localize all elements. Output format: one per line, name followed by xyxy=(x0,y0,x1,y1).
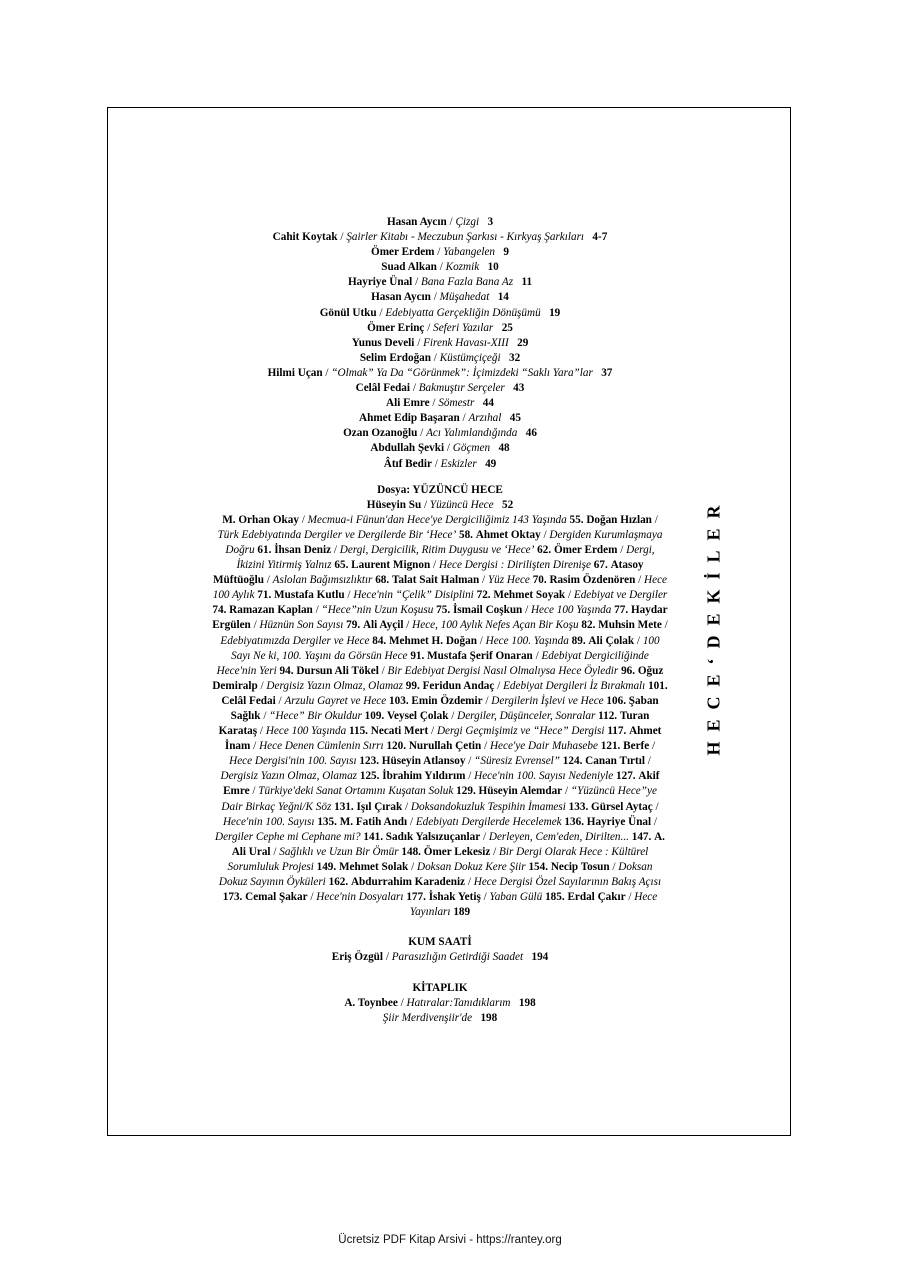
contents-list xyxy=(212,215,668,472)
entry-title: Yabangelen xyxy=(443,246,495,259)
entry-page: 45 xyxy=(509,412,521,425)
entry-page: 49 xyxy=(485,457,497,470)
dosya-entry: Necati Mert / Dergi Geçmişimiz ve “Hece” Dergisi 117. xyxy=(370,725,627,738)
entry-page: 103. xyxy=(389,694,409,707)
dosya-entry: Laurent Mignon / Hece Dergisi : Dirilişten Direnişe 67. xyxy=(351,559,608,572)
entry-author: Feridun Andaç xyxy=(422,679,495,692)
entry-title: Edebiyat Dergileri İz Bırakmalı xyxy=(503,679,646,692)
entry-author: Mehmet Solak xyxy=(338,860,409,873)
entry-page: 94. xyxy=(279,664,294,677)
entry-author: Mehmet H. Doğan xyxy=(389,634,477,647)
entry-page: 3 xyxy=(487,216,494,228)
entry-page: 70. xyxy=(532,574,547,587)
entry-title: Kozmik xyxy=(445,261,480,274)
dosya-entry: Işıl Çırak / Doksandokuzluk Tespihin İmamesi 133. xyxy=(356,800,589,813)
dosya-entry: İsmail Coşkun / Hece 100 Yaşında 77. xyxy=(452,604,629,617)
entry-title: Dergi, İkizini Yitirmiş Yalnız xyxy=(236,543,655,572)
entry-page: 162. xyxy=(328,876,349,889)
dosya-entry: Hüseyin Atlansoy / “Süresiz Evrensel” 124. xyxy=(381,755,583,768)
dosya-entry: Şaban Sağlık / “Hece” Bir Okuldur 109. xyxy=(230,694,659,722)
entry-title: Göçmen xyxy=(452,442,491,455)
entry-page: 131. xyxy=(334,800,354,813)
entry-author: Abdurrahim Karadeniz xyxy=(350,876,466,889)
entry-title: Bir Dergi Olarak Hece : Kültürel Sorumluluk Projesi xyxy=(227,845,649,873)
entry-title: Yaban Gülü xyxy=(489,891,543,904)
dosya-entry: Feridun Andaç / Edebiyat Dergileri İz Bırakmalı 101. xyxy=(422,679,668,692)
dosya-entry: Mehmet H. Doğan / Hece 100. Yaşında 89. xyxy=(389,634,586,647)
dosya-entry: İbrahim Yıldırım / Hece'nin 100. Sayısı Nedeniyle 127. xyxy=(382,770,636,783)
entry-title: “Süresiz Evrensel” xyxy=(474,755,560,768)
entry-page: 67. xyxy=(593,559,608,572)
entry-title: Bana Fazla Bana Az xyxy=(420,276,514,289)
entry-page: 37 xyxy=(601,366,613,379)
entry-title: Türkiye'deki Sanat Ortamını Kuşatan Soluk xyxy=(258,785,454,798)
entry-page: 4-7 xyxy=(592,231,608,244)
entry-title: Çizgi xyxy=(455,216,480,228)
toc-entry: Yunus Develi / Firenk Havası-XIII 29 xyxy=(351,336,529,349)
entry-page: 129. xyxy=(456,785,476,798)
entry-page: 71. xyxy=(257,589,272,602)
entry-author: Eriş Özgül xyxy=(331,951,384,964)
dosya-entry: Nurullah Çetin / Hece'ye Dair Muhasebe 121. xyxy=(408,740,621,753)
entry-title: Bir Edebiyat Dergisi Nasıl Olmalıysa Hece Öyledir xyxy=(387,664,619,677)
toc-entry: Hilmi Uçan / “Olmak” Ya Da “Görünmek”: İçimizdeki “Saklı Yara”lar 37 xyxy=(267,366,613,379)
toc-entry: A. Toynbee / Hatıralar:Tanıdıklarım 198 xyxy=(344,996,536,1009)
entry-title: Edebiyatta Gerçekliğin Dönüşümü xyxy=(385,306,541,319)
entry-title: Mecmua-i Fünun'dan Hece'ye Dergiciliğimiz 143 Yaşında xyxy=(307,513,567,526)
entry-title: Hece Yayınları xyxy=(409,891,658,919)
entry-author: Hasan Aycın xyxy=(371,291,431,304)
entry-page: 112. xyxy=(598,710,618,722)
toc-entry: Cahit Koytak / Şairler Kitabı - Meczubun Şarkısı - Kırkyaş Şarkıları 4-7 xyxy=(272,231,608,244)
dosya-entry: Mehmet Solak / Doksan Dokuz Kere Şiir 154. xyxy=(338,860,549,873)
dosya-entry: Celâl Fedai / Arzulu Gayret ve Hece 103. xyxy=(221,694,409,707)
dosya-entry: Mustafa Şerif Onaran / Edebiyat Dergiciliğinde Hece'nin Yeri 94. xyxy=(216,649,649,677)
entry-title: Derleyen, Cem'eden, Dirilten... xyxy=(488,830,629,843)
entry-title: Hatıralar:Tanıdıklarım xyxy=(406,996,511,1009)
toc-entry: Hasan Aycın / Müşahedat 14 xyxy=(371,291,509,304)
entry-page: 106. xyxy=(606,694,626,707)
entry-author: Ali Ayçil xyxy=(362,619,404,632)
entry-title: Hece'nin “Çelik” Disiplini xyxy=(353,589,474,602)
entry-author: Talat Sait Halman xyxy=(391,574,480,587)
dosya-entry: Necip Tosun / Doksan Dokuz Sayının Öyküleri 162. xyxy=(218,860,653,889)
entry-title: Dergi Geçmişimiz ve “Hece” Dergisi xyxy=(436,725,605,738)
toc-entry: Eriş Özgül / Parasızlığın Getirdiği Saadet 194 xyxy=(331,951,549,964)
entry-author: Doğan Hızlan xyxy=(586,513,652,526)
entry-title: Edebiyatımızda Dergiler ve Hece xyxy=(220,634,370,647)
dosya-heading: Dosya: YÜZÜNCÜ HECE xyxy=(377,483,503,496)
entry-page: 154. xyxy=(528,860,549,873)
entry-author: Cemal Şakar xyxy=(245,891,308,904)
entry-title: Doksandokuzluk Tespihin İmamesi xyxy=(410,800,566,813)
entry-title: “Hece” Bir Okuldur xyxy=(269,710,362,722)
entry-page: 120. xyxy=(386,740,407,753)
entry-page: 44 xyxy=(482,397,494,410)
entry-title: Yüz Hece xyxy=(487,574,530,587)
entry-author: İbrahim Yıldırım xyxy=(382,770,466,783)
entry-author: Hayriye Ünal xyxy=(586,815,652,828)
entry-page: 198 xyxy=(518,996,536,1009)
entry-page: 14 xyxy=(497,291,509,304)
entry-title: Dergisiz Yazın Olmaz, Olamaz xyxy=(220,770,358,783)
entry-page: 99. xyxy=(405,679,420,692)
entry-page: 19 xyxy=(549,306,561,319)
entry-author: Hüseyin Atlansoy xyxy=(381,755,466,768)
entry-page: 48 xyxy=(498,442,510,455)
toc-entry: Suad Alkan / Kozmik 10 xyxy=(381,261,499,274)
entry-title: Yüzüncü Hece xyxy=(429,498,494,511)
entry-author: Hayriye Ünal xyxy=(347,276,413,289)
entry-title: “Yüzüncü Hece”ye Dair Birkaç Yeğni/K Söz xyxy=(221,785,657,813)
entry-title: “Olmak” Ya Da “Görünmek”: İçimizdeki “Saklı Yara”lar xyxy=(331,366,593,379)
dosya-entry: Sadık Yalsızuçanlar / Derleyen, Cem'eden, Dirilten... 147. xyxy=(385,830,652,843)
entry-page: 61. xyxy=(257,543,272,556)
entry-title: “Hece”nin Uzun Koşusu xyxy=(321,604,434,617)
dosya-entry: Atasoy Müftüoğlu / Aslolan Bağımsızlıktır 68. xyxy=(212,559,644,587)
entry-title: Dergiler, Düşünceler, Sonralar xyxy=(457,710,596,722)
entry-author: Selim Erdoğan xyxy=(359,351,431,364)
dosya-entry: Ömer Erdem / Dergi, İkizini Yitirmiş Yalnız 65. xyxy=(236,543,655,572)
entry-title: Dergi, Dergicilik, Ritim Duygusu ve ‘Hece’ xyxy=(339,543,535,556)
entry-author: Ömer Lekesiz xyxy=(423,845,491,858)
entry-author: Mustafa Kutlu xyxy=(274,589,345,602)
entry-title: Şiir Merdivenşiir'de xyxy=(382,1011,473,1024)
toc-entry: Selim Erdoğan / Küstümçiçeği 32 xyxy=(359,351,521,364)
kum-saati-list xyxy=(212,950,668,965)
entry-author: Oğuz Demiralp xyxy=(212,664,664,692)
entry-title: Hece Denen Cümlenin Sırrı xyxy=(259,740,384,753)
dosya-entry: İhsan Deniz / Dergi, Dergicilik, Ritim Duygusu ve ‘Hece’ 62. xyxy=(274,543,552,556)
entry-title: Hece Dergisi'nin 100. Sayısı xyxy=(229,755,357,768)
dosya-entry: Erdal Çakır / Hece Yayınları 189 xyxy=(409,891,658,919)
entry-author: Abdullah Şevki xyxy=(370,442,445,455)
dosya-entry: Ahmet İnam / Hece Denen Cümlenin Sırrı 120. xyxy=(224,725,662,753)
entry-author: Ömer Erdem xyxy=(371,246,435,259)
entry-author: Ahmet İnam xyxy=(224,725,662,753)
dosya-entry: Akif Emre / Türkiye'deki Sanat Ortamını Kuşatan Soluk 129. xyxy=(223,770,660,798)
entry-page: 123. xyxy=(359,755,379,768)
entry-author: İsmail Coşkun xyxy=(452,604,523,617)
entry-title: Arzıhal xyxy=(468,412,502,425)
entry-page: 68. xyxy=(375,574,390,587)
entry-page: 43 xyxy=(513,382,525,395)
entry-title: Edebiyat Dergiciliğinde Hece'nin Yeri xyxy=(216,649,649,677)
entry-page: 148. xyxy=(401,845,421,858)
entry-author: Hasan Aycın xyxy=(386,216,447,228)
entry-page: 121. xyxy=(600,740,621,753)
entry-page: 89. xyxy=(571,634,586,647)
dosya-entry: Emin Özdemir / Dergilerin İşlevi ve Hece 106. xyxy=(411,694,626,707)
dosya-entry: Muhsin Mete / Edebiyatımızda Dergiler ve Hece 84. xyxy=(220,619,668,647)
entry-author: İhsan Deniz xyxy=(274,543,332,556)
entry-author: Nurullah Çetin xyxy=(408,740,482,753)
dosya-entry: Berfe / Hece Dergisi'nin 100. Sayısı 123. xyxy=(229,740,656,768)
entry-author: Erdal Çakır xyxy=(567,891,626,904)
entry-author: Berfe xyxy=(623,740,650,753)
kum-saati-heading: KUM SAATİ xyxy=(408,936,472,949)
entry-page: 135. xyxy=(317,815,337,828)
entry-page: 141. xyxy=(363,830,383,843)
dosya-entry: Abdurrahim Karadeniz / Hece Dergisi Özel Sayılarının Bakış Açısı 173. xyxy=(222,876,662,904)
entry-author: Ahmet Oktay xyxy=(475,528,541,541)
entry-page: 10 xyxy=(487,261,499,274)
entry-page: 133. xyxy=(568,800,589,813)
dosya-entry: Hüseyin Alemdar / “Yüzüncü Hece”ye Dair Birkaç Yeğni/K Söz 131. xyxy=(221,785,657,813)
entry-author: Işıl Çırak xyxy=(356,800,403,813)
entry-author: Hilmi Uçan xyxy=(267,366,323,379)
entry-page: 189 xyxy=(453,906,471,919)
entry-page: 55. xyxy=(569,513,584,526)
dosya-entry: Cemal Şakar / Hece'nin Dosyaları 177. xyxy=(245,891,426,904)
dosya-entry: Veysel Çolak / Dergiler, Düşünceler, Sonralar 112. xyxy=(387,710,618,722)
dosya-entry: Turan Karataş / Hece 100 Yaşında 115. xyxy=(218,710,650,738)
entry-title: Bakmuştır Serçeler xyxy=(418,382,505,395)
entry-title: Hece'nin Dosyaları xyxy=(316,891,404,904)
entry-title: Hece 100 Yaşında xyxy=(530,604,612,617)
entry-title: Edebiyat ve Dergiler xyxy=(573,589,668,602)
entry-author: Ramazan Kaplan xyxy=(229,604,313,617)
dosya-entry: Ali Ayçil / Hece, 100 Aylık Nefes Açan Bir Koşu 82. xyxy=(362,619,596,632)
entry-title: Hece, 100 Aylık Nefes Açan Bir Koşu xyxy=(412,619,579,632)
toc-entry: Celâl Fedai / Bakmuştır Serçeler 43 xyxy=(355,382,525,395)
dosya-entry: Hayriye Ünal / Dergiler Cephe mi Cephane mi? 141. xyxy=(215,815,658,843)
footer-text: Ücretsiz PDF Kitap Arsivi - https://rantey.org xyxy=(338,1234,562,1246)
entry-page: 84. xyxy=(372,634,387,647)
dosya-entry: Rasim Özdenören / Hece 100 Aylık 71. xyxy=(212,574,668,602)
entry-author: Celâl Fedai xyxy=(355,382,411,395)
entry-author: Haydar Ergülen xyxy=(212,604,668,632)
entry-author: Hüseyin Alemdar xyxy=(478,785,563,798)
dosya-entries xyxy=(212,513,668,921)
side-title-text: HECE‘DEKİLER xyxy=(703,494,724,756)
side-title xyxy=(701,490,727,760)
toc-entry: Ömer Erdem / Yabangelen 9 xyxy=(371,246,509,259)
entry-author: Laurent Mignon xyxy=(351,559,431,572)
entry-page: 147. xyxy=(631,830,652,843)
dosya-entry: Talat Sait Halman / Yüz Hece 70. xyxy=(391,574,547,587)
table-of-contents xyxy=(212,215,668,1026)
entry-author: Emin Özdemir xyxy=(411,694,483,707)
entry-page: 58. xyxy=(458,528,473,541)
entry-author: Suad Alkan xyxy=(381,261,437,274)
dosya-entry: İshak Yetiş / Yaban Gülü 185. xyxy=(428,891,565,904)
toc-entry: Ozan Ozanoğlu / Acı Yalımlandığında 46 xyxy=(343,427,537,440)
entry-page: 198 xyxy=(480,1011,498,1024)
toc-entry: Abdullah Şevki / Göçmen 48 xyxy=(370,442,510,455)
entry-author: Ahmet Edip Başaran xyxy=(359,412,460,425)
entry-page: 11 xyxy=(521,276,533,289)
entry-page: 101. xyxy=(648,679,668,692)
entry-title: Arzulu Gayret ve Hece xyxy=(284,694,387,707)
dosya-entry: M. Orhan Okay / Mecmua-i Fünun'dan Hece'ye Dergiciliğimiz 143 Yaşında 55. xyxy=(222,513,584,526)
toc-entry: Ahmet Edip Başaran / Arzıhal 45 xyxy=(359,412,521,425)
entry-author: A. Toynbee xyxy=(344,996,398,1009)
entry-page: 79. xyxy=(346,619,361,632)
dosya-entry: Gürsel Aytaç / Hece'nin 100. Sayısı 135. xyxy=(222,800,659,828)
entry-author: Rasim Özdenören xyxy=(549,574,636,587)
dosya-entry: Canan Tırtıl / Dergisiz Yazın Olmaz, Olamaz 125. xyxy=(220,755,651,783)
entry-page: 125. xyxy=(359,770,380,783)
entry-title: Hece Dergisi : Dirilişten Direnişe xyxy=(438,559,591,572)
entry-title: Doksan Dokuz Sayının Öyküleri xyxy=(218,860,653,889)
entry-author: Necip Tosun xyxy=(550,860,610,873)
entry-author: Cahit Koytak xyxy=(272,231,338,244)
entry-page: 194 xyxy=(531,951,549,964)
dosya-entry: M. Fatih Andı / Edebiyatı Dergilerde Hecelemek 136. xyxy=(339,815,584,828)
toc-entry xyxy=(212,1011,668,1026)
entry-author: Hüseyin Su xyxy=(366,498,422,511)
entry-author: Ömer Erinç xyxy=(367,321,425,334)
entry-page: 127. xyxy=(616,770,636,783)
entry-title: Firenk Havası-XIII xyxy=(423,336,509,349)
entry-title: Müşahedat xyxy=(439,291,490,304)
entry-page: 117. xyxy=(607,725,627,738)
entry-title: Hece'nin 100. Sayısı Nedeniyle xyxy=(474,770,614,783)
entry-title: Küstümçiçeği xyxy=(439,351,501,364)
entry-author: Dursun Ali Tökel xyxy=(296,664,379,677)
kitaplik-list xyxy=(212,996,668,1026)
dosya-entry: Mehmet Soyak / Edebiyat ve Dergiler 74. xyxy=(212,589,668,617)
entry-page: 25 xyxy=(501,321,513,334)
entry-author: M. Orhan Okay xyxy=(222,513,299,526)
toc-entry: Ali Emre / Sömestr 44 xyxy=(386,397,494,410)
entry-author: Âtıf Bedir xyxy=(383,457,432,470)
dosya-entry: Ali Çolak / 100 Sayı Ne ki, 100. Yaşını da Görsün Hece 91. xyxy=(231,634,660,662)
entry-page: 115. xyxy=(349,725,368,738)
entry-title: Dergiden Kurumlaşmaya Doğru xyxy=(225,528,663,556)
entry-author: M. Fatih Andı xyxy=(339,815,408,828)
entry-title: Hece 100 Yaşında xyxy=(265,725,347,738)
entry-page: 75. xyxy=(436,604,451,617)
entry-title: Parasızlığın Getirdiği Saadet xyxy=(391,951,524,964)
entry-title: Aslolan Bağımsızlıktır xyxy=(272,574,373,587)
entry-page: 65. xyxy=(334,559,349,572)
dosya-entry: Haydar Ergülen / Hüznün Son Sayısı 79. xyxy=(212,604,668,632)
entry-title: Acı Yalımlandığında xyxy=(426,427,518,440)
entry-page: 96. xyxy=(621,664,636,677)
entry-page: 62. xyxy=(537,543,552,556)
entry-page: 149. xyxy=(316,860,337,873)
dosya-entry: Ahmet Oktay / Dergiden Kurumlaşmaya Doğru 61. xyxy=(225,528,663,556)
toc-entry: Âtıf Bedir / Eskizler 49 xyxy=(383,457,497,470)
entry-page: 46 xyxy=(525,427,537,440)
entry-author: Necati Mert xyxy=(370,725,429,738)
entry-title: Dergilerin İşlevi ve Hece xyxy=(491,694,604,707)
entry-page: 9 xyxy=(503,246,509,259)
entry-title: Seferi Yazılar xyxy=(433,321,494,334)
entry-author: Turan Karataş xyxy=(218,710,650,738)
entry-title: Türk Edebiyatında Dergiler ve Dergilerde Bir ‘Hece’ xyxy=(217,528,457,541)
entry-page: 72. xyxy=(476,589,491,602)
entry-author: Mehmet Soyak xyxy=(493,589,566,602)
entry-title: Dergisiz Yazın Olmaz, Olamaz xyxy=(266,679,403,692)
entry-author: Ali Çolak xyxy=(588,634,635,647)
dosya-entry: Mustafa Kutlu / Hece'nin “Çelik” Disiplini 72. xyxy=(274,589,491,602)
entry-author: Ozan Ozanoğlu xyxy=(343,427,418,440)
entry-page: 177. xyxy=(406,891,426,904)
entry-title: Hece Dergisi Özel Sayılarının Bakış Açısı xyxy=(473,876,662,889)
entry-page: 185. xyxy=(545,891,565,904)
dosya-entry: Ömer Lekesiz / Bir Dergi Olarak Hece : Kültürel Sorumluluk Projesi 149. xyxy=(227,845,649,873)
entry-title: Eskizler xyxy=(440,457,477,470)
entry-author: Muhsin Mete xyxy=(598,619,662,632)
entry-author: Şaban Sağlık xyxy=(230,694,659,722)
entry-title: Sömestr xyxy=(438,397,475,410)
entry-author: Canan Tırtıl xyxy=(585,755,645,768)
kitaplik-heading: KİTAPLIK xyxy=(412,981,468,994)
toc-entry: Hasan Aycın / Çizgi 3 xyxy=(386,216,494,228)
toc-entry: Hayriye Ünal / Bana Fazla Bana Az 11 xyxy=(347,276,533,289)
entry-page: 91. xyxy=(410,649,425,662)
entry-title: 100 Sayı Ne ki, 100. Yaşını da Görsün Hece xyxy=(231,634,660,662)
dosya-entry: Doğan Hızlan / Türk Edebiyatında Dergiler ve Dergilerde Bir ‘Hece’ 58. xyxy=(217,513,658,541)
entry-title: Edebiyatı Dergilerde Hecelemek xyxy=(415,815,562,828)
entry-author: Akif Emre xyxy=(223,770,660,798)
entry-title: Sağlıklı ve Uzun Bir Ömür xyxy=(279,845,399,858)
dosya-entry: Dursun Ali Tökel / Bir Edebiyat Dergisi Nasıl Olmalıysa Hece Öyledir 96. xyxy=(296,664,636,677)
entry-page: 173. xyxy=(222,891,243,904)
entry-page: 29 xyxy=(517,336,529,349)
dosya-entry: Oğuz Demiralp / Dergisiz Yazın Olmaz, Olamaz 99. xyxy=(212,664,664,692)
toc-entry: Gönül Utku / Edebiyatta Gerçekliğin Dönüşümü 19 xyxy=(319,306,561,319)
entry-author: Veysel Çolak xyxy=(387,710,449,722)
entry-author: Gürsel Aytaç xyxy=(591,800,653,813)
entry-author: İshak Yetiş xyxy=(428,891,481,904)
entry-page: 136. xyxy=(564,815,584,828)
entry-author: Ali Emre xyxy=(386,397,430,410)
entry-title: Hece 100 Aylık xyxy=(212,574,668,602)
entry-title: Hece'ye Dair Muhasebe xyxy=(489,740,598,753)
entry-page: 52 xyxy=(502,498,514,511)
entry-author: Mustafa Şerif Onaran xyxy=(427,649,533,662)
entry-author: Atasoy Müftüoğlu xyxy=(212,559,644,587)
dosya-entry: Ramazan Kaplan / “Hece”nin Uzun Koşusu 75. xyxy=(229,604,451,617)
entry-title: Hece 100. Yaşında xyxy=(485,634,569,647)
entry-author: Celâl Fedai xyxy=(221,694,276,707)
entry-page: 109. xyxy=(364,710,385,722)
entry-title: Dergiler Cephe mi Cephane mi? xyxy=(215,830,361,843)
entry-page: 124. xyxy=(562,755,583,768)
entry-author: Ömer Erdem xyxy=(553,543,618,556)
entry-title: Hece'nin 100. Sayısı xyxy=(222,815,315,828)
entry-page: 74. xyxy=(212,604,227,617)
dosya-first-entry: Hüseyin Su / Yüzüncü Hece 52 xyxy=(366,498,514,511)
entry-page: 82. xyxy=(581,619,596,632)
entry-author: Gönül Utku xyxy=(319,306,377,319)
entry-page: 77. xyxy=(614,604,629,617)
entry-author: Yunus Develi xyxy=(351,336,415,349)
entry-title: Doksan Dokuz Kere Şiir xyxy=(416,860,526,873)
entry-author: Sadık Yalsızuçanlar xyxy=(385,830,481,843)
entry-page: 32 xyxy=(509,351,521,364)
toc-entry: Ömer Erinç / Seferi Yazılar 25 xyxy=(367,321,513,334)
entry-title: Hüznün Son Sayısı xyxy=(259,619,344,632)
dosya-entry: A. Ali Ural / Sağlıklı ve Uzun Bir Ömür 148. xyxy=(231,830,665,858)
entry-title: Şairler Kitabı - Meczubun Şarkısı - Kırkyaş Şarkıları xyxy=(346,231,585,244)
entry-author: A. Ali Ural xyxy=(231,830,665,858)
